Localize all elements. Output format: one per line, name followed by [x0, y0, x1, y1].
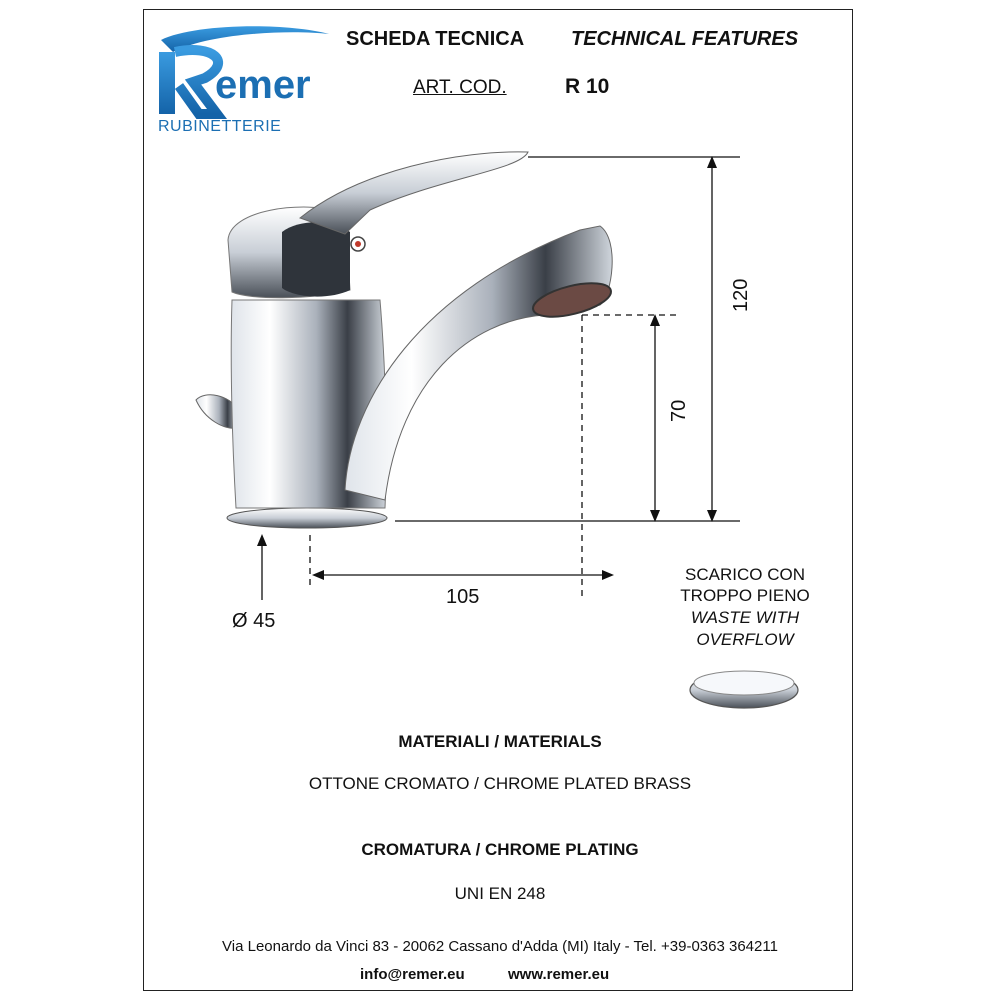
plating-heading: CROMATURA / CHROME PLATING — [361, 840, 639, 859]
plating-value: UNI EN 248 — [454, 884, 546, 903]
article-code-value: R 10 — [565, 75, 610, 98]
dimension-total-height: 120 — [730, 278, 752, 312]
dimension-spout-height: 70 — [668, 399, 690, 422]
waste-label-it-1: SCARICO CON — [685, 565, 805, 584]
contact-email[interactable]: info@remer.eu — [360, 966, 465, 983]
waste-overflow-image — [690, 671, 798, 708]
dimension-reach: 105 — [446, 586, 480, 608]
title-english: TECHNICAL FEATURES — [571, 28, 799, 50]
waste-label-en-1: WASTE WITH — [690, 608, 800, 627]
materials-heading: MATERIALI / MATERIALS — [398, 732, 602, 751]
dimension-base-diameter: Ø 45 — [232, 610, 276, 632]
svg-text:emer: emer — [215, 63, 311, 107]
contact-website[interactable]: www.remer.eu — [508, 966, 610, 983]
article-code-label: ART. COD. — [413, 77, 507, 98]
waste-label-en-2: OVERFLOW — [696, 630, 794, 649]
faucet-image — [196, 152, 614, 528]
title-italian: SCHEDA TECNICA — [346, 28, 525, 50]
waste-label-it-2: TROPPO PIENO — [680, 586, 810, 605]
company-address: Via Leonardo da Vinci 83 - 20062 Cassano d'Adda (MI) Italy - Tel. +39-0363 364211 — [222, 938, 778, 955]
logo-subtitle: RUBINETTERIE — [158, 118, 282, 135]
materials-value: OTTONE CROMATO / CHROME PLATED BRASS — [308, 774, 692, 793]
